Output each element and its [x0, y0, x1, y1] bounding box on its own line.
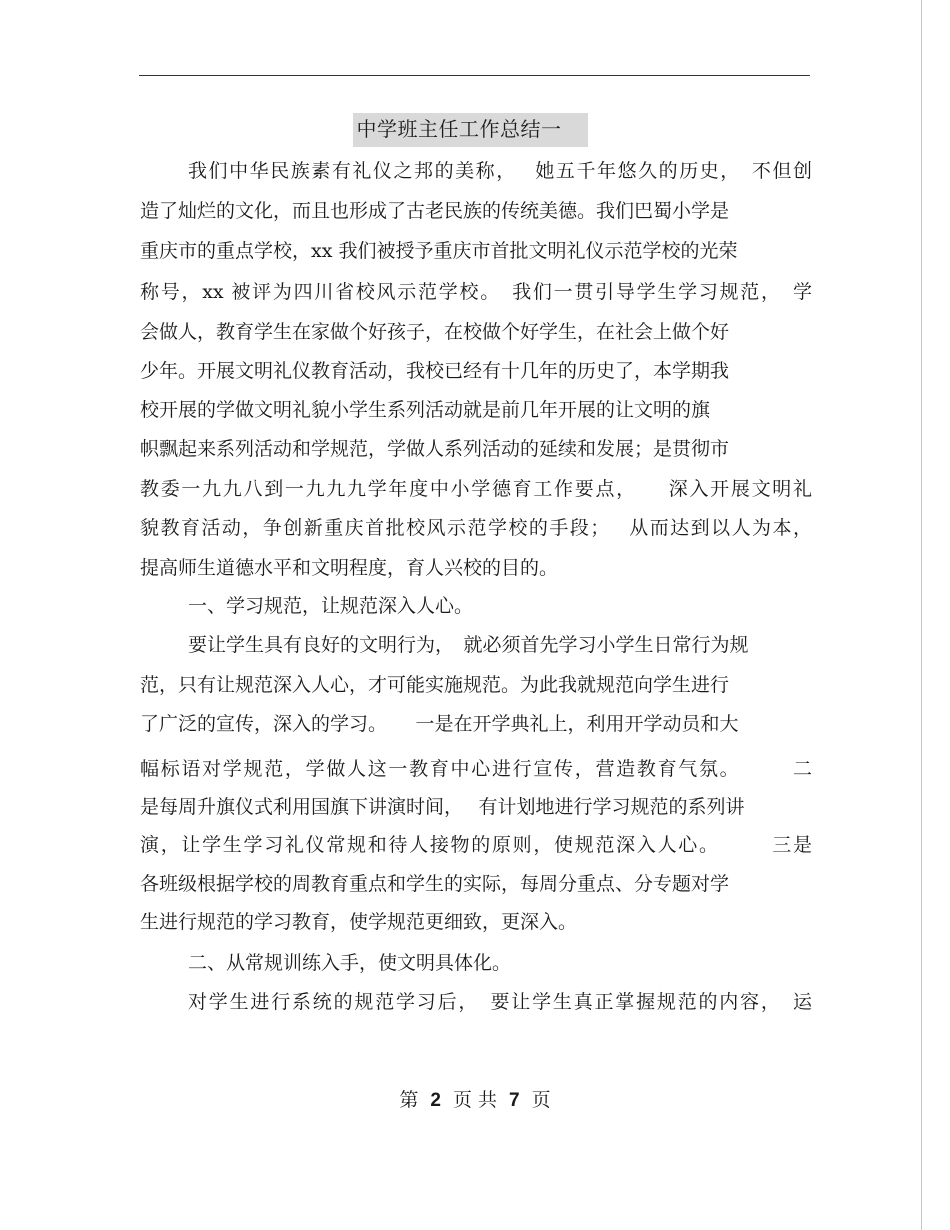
body-line: 我们中华民族素有礼仪之邦的美称， 她五千年悠久的历史， 不但创 [188, 160, 812, 182]
page-edge-line [921, 0, 922, 1230]
footer-middle: 页 共 [452, 1089, 498, 1111]
body-line: 幅标语对学规范，学做人这一教育中心进行宣传，营造教育气氛。 二 [140, 758, 812, 780]
body-line: 少年。开展文明礼仪教育活动，我校已经有十几年的历史了，本学期我 [140, 360, 730, 382]
body-line: 对学生进行系统的规范学习后， 要让学生真正掌握规范的内容， 运 [188, 991, 812, 1013]
body-line: 造了灿烂的文化，而且也形成了古老民族的传统美德。我们巴蜀小学是 [140, 200, 730, 222]
body-line: 提高师生道德水平和文明程度，育人兴校的目的。 [140, 557, 559, 579]
footer-prefix: 第 [399, 1089, 419, 1111]
body-line: 教委一九九八到一九九九学年度中小学德育工作要点， 深入开展文明礼 [140, 478, 812, 500]
current-page-number: 2 [430, 1090, 441, 1111]
section-heading: 一、学习规范，让规范深入人心。 [188, 595, 474, 617]
body-line: 了广泛的宣传，深入的学习。 一是在开学典礼上，利用开学动员和大 [140, 713, 739, 735]
header-rule [139, 75, 810, 76]
body-line: 称号，xx 被评为四川省校风示范学校。 我们一贯引导学生学习规范， 学 [140, 281, 812, 303]
footer-suffix: 页 [531, 1089, 551, 1111]
document-title: 中学班主任工作总结一 [353, 113, 588, 147]
body-line: 是每周升旗仪式利用国旗下讲演时间， 有计划地进行学习规范的系列讲 [140, 796, 745, 818]
body-line: 重庆市的重点学校，xx 我们被授予重庆市首批文明礼仪示范学校的光荣 [140, 240, 738, 262]
body-line: 各班级根据学校的周教育重点和学生的实际，每周分重点、分专题对学 [140, 873, 730, 895]
title-container [0, 113, 950, 147]
body-line: 范，只有让规范深入人心，才可能实施规范。为此我就规范向学生进行 [140, 674, 730, 696]
page-footer [0, 1088, 950, 1113]
section-heading: 二、从常规训练入手，使文明具体化。 [188, 952, 512, 974]
total-page-count: 7 [509, 1090, 520, 1111]
body-line: 校开展的学做文明礼貌小学生系列活动就是前几年开展的让文明的旗 [140, 399, 711, 421]
body-line: 帜飘起来系列活动和学规范，学做人系列活动的延续和发展；是贯彻市 [140, 438, 730, 460]
body-line: 要让学生具有良好的文明行为， 就必须首先学习小学生日常行为规 [188, 634, 749, 656]
body-line: 演，让学生学习礼仪常规和待人接物的原则，使规范深入人心。 三是 [140, 834, 812, 856]
body-line: 生进行规范的学习教育，使学规范更细致，更深入。 [140, 911, 578, 933]
body-line: 会做人，教育学生在家做个好孩子，在校做个好学生，在社会上做个好 [140, 321, 730, 343]
body-line: 貌教育活动，争创新重庆首批校风示范学校的手段； 从而达到以人为本， [140, 517, 812, 539]
